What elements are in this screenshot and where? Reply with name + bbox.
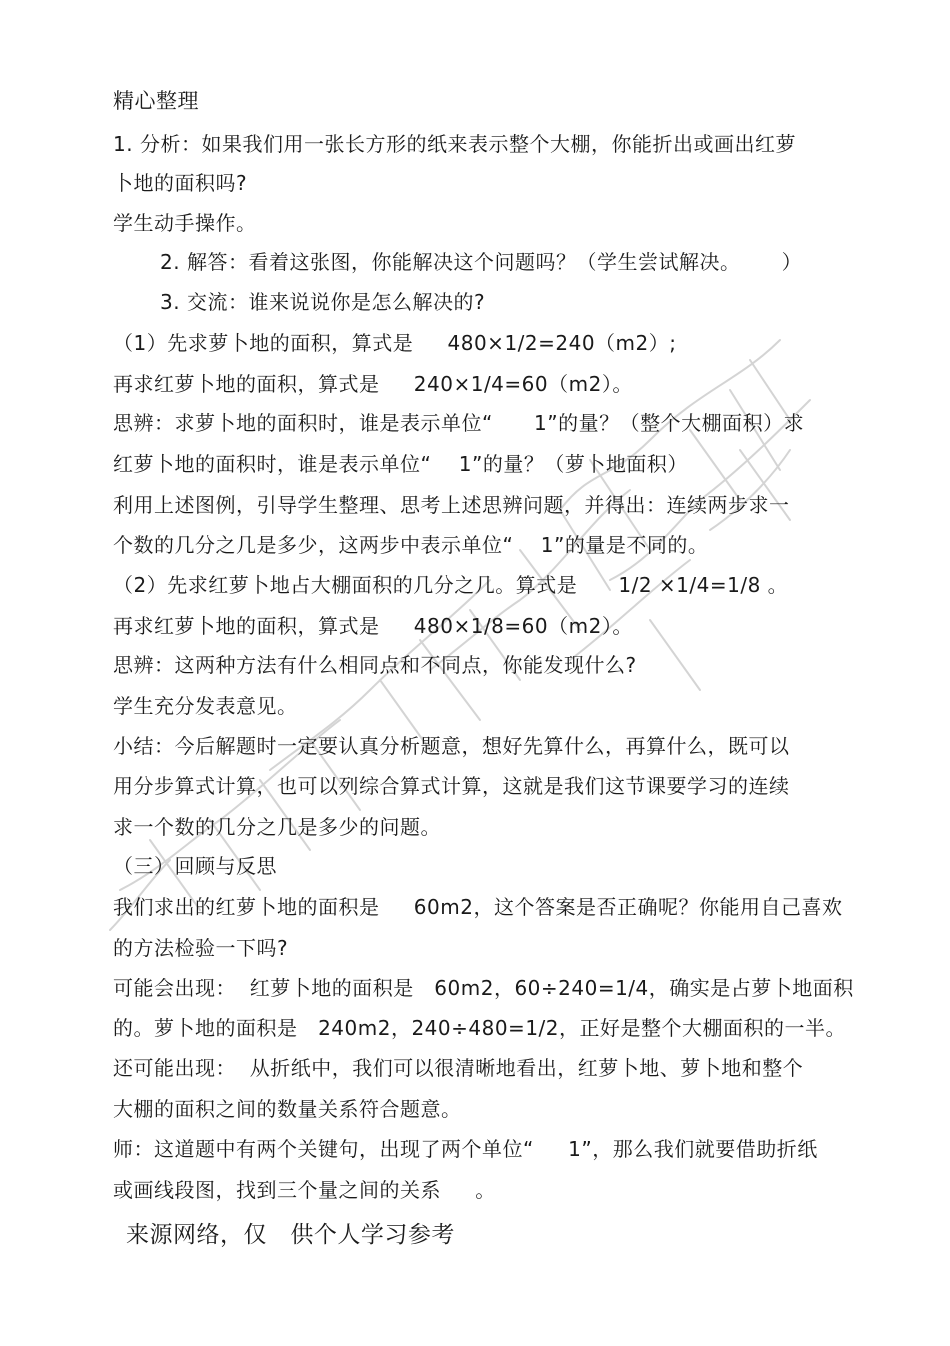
footer-note: 来源网络，仅 供个人学习参考 <box>126 1222 455 1248</box>
paragraph-line: 求一个数的几分之几是多少的问题。 <box>113 815 441 839</box>
paragraph-line: 1. 分析：如果我们用一张长方形的纸来表示整个大棚，你能折出或画出红萝 <box>113 132 796 156</box>
paragraph-line: 可能会出现： 红萝卜地的面积是 60m2，60÷240=1/4，确实是占萝卜地面积 <box>113 976 854 1000</box>
paragraph-line: （1）先求萝卜地的面积，算式是 480×1/2=240（m2）; <box>113 331 677 355</box>
paragraph-line: 个数的几分之几是多少，这两步中表示单位“ 1”的量是不同的。 <box>113 533 709 557</box>
paragraph-line: 思辨：这两种方法有什么相同点和不同点，你能发现什么? <box>113 653 637 677</box>
paragraph-line: 学生动手操作。 <box>113 211 257 235</box>
paragraph-line: 大棚的面积之间的数量关系符合题意。 <box>113 1097 462 1121</box>
paragraph-line: 3. 交流：谁来说说你是怎么解决的? <box>160 290 486 314</box>
paragraph-line: 小结：今后解题时一定要认真分析题意，想好先算什么，再算什么，既可以 <box>113 734 790 758</box>
paragraph-line: （2）先求红萝卜地占大棚面积的几分之几。算式是 1/2 ×1/4=1/8 。 <box>113 573 789 597</box>
paragraph-line: 再求红萝卜地的面积，算式是 240×1/4=60（m2）。 <box>113 372 633 396</box>
paragraph-line: 卜地的面积吗? <box>113 171 248 195</box>
paragraph-line: 学生充分发表意见。 <box>113 694 298 718</box>
paragraph-line: 还可能出现： 从折纸中，我们可以很清晰地看出，红萝卜地、萝卜地和整个 <box>113 1056 804 1080</box>
paragraph-line: 我们求出的红萝卜地的面积是 60m2，这个答案是否正确呢？你能用自己喜欢 <box>113 895 843 919</box>
paragraph-line: 思辨：求萝卜地的面积时，谁是表示单位“ 1”的量？（整个大棚面积）求 <box>113 411 805 435</box>
paragraph-line: 红萝卜地的面积时，谁是表示单位“ 1”的量？（萝卜地面积） <box>113 452 688 476</box>
paragraph-line: 用分步算式计算，也可以列综合算式计算，这就是我们这节课要学习的连续 <box>113 774 790 798</box>
paragraph-line: 的方法检验一下吗? <box>113 936 289 960</box>
paragraph-line: 师：这道题中有两个关键句，出现了两个单位“ 1”，那么我们就要借助折纸 <box>113 1137 818 1161</box>
paragraph-line: 利用上述图例，引导学生整理、思考上述思辨问题，并得出：连续两步求一 <box>113 493 790 517</box>
paragraph-line: 或画线段图，找到三个量之间的关系 。 <box>113 1178 496 1202</box>
paragraph-line: 再求红萝卜地的面积，算式是 480×1/8=60（m2）。 <box>113 614 633 638</box>
paragraph-line: 2. 解答：看着这张图，你能解决这个问题吗？（学生尝试解决。 ） <box>160 250 803 274</box>
section-heading: （三）回顾与反思 <box>113 854 277 878</box>
document-title: 精心整理 <box>113 89 199 113</box>
paragraph-line: 的。萝卜地的面积是 240m2，240÷480=1/2，正好是整个大棚面积的一半。 <box>113 1016 847 1040</box>
